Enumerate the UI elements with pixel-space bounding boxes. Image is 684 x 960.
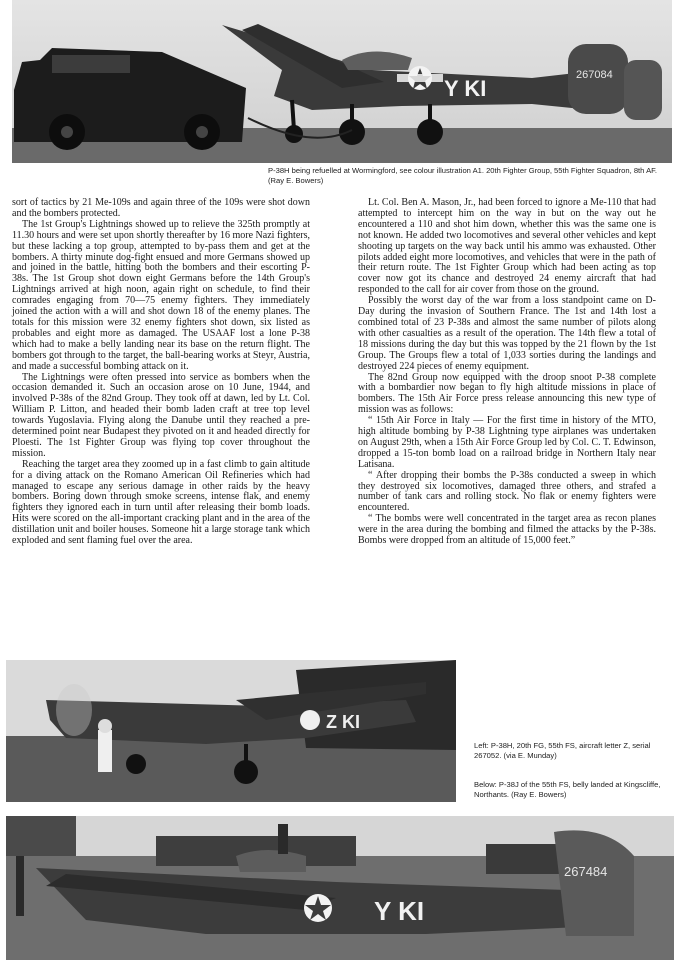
bottom-photo <box>6 816 674 960</box>
article-paragraph: “ The bombs were well concentrated in the target area as recon planes were in the area during the bombing and filmed the attacks by the P-38s. Bombs were dropped from an altitude of 15,000 feet.” <box>358 513 656 547</box>
article-paragraph: “ After dropping their bombs the P-38s conducted a sweep in which they destroyed six locomotives, damaged three others, and strafed a number of tank cars and rolling stock. No flak or enemy fighters were encountered. <box>358 469 656 514</box>
top-photo-caption: P-38H being refuelled at Wormingford, see colour illustration A1. 20th Fighter Group, 55th Fighter Squadron, 8th AF. (Ray E. Bowers) <box>268 166 658 185</box>
below-photo-caption: Below: P-38J of the 55th FS, belly landed at Kingscliffe, Northants. (Ray E. Bowers) <box>474 780 661 799</box>
article-right-column <box>358 198 656 547</box>
top-photo <box>12 0 672 163</box>
article-paragraph: sort of tactics by 21 Me-109s and again three of the 109s were shot down and the bombers protected. <box>12 197 310 219</box>
left-photo-caption: Left: P-38H, 20th FG, 55th FS, aircraft letter Z, serial 267052. (via E. Munday) <box>474 741 651 760</box>
article-paragraph: The 82nd Group now equipped with the droop snoot P-38 complete with a bombardier now began to fly high altitude missions in place of bombers. The 15th Air Force press release announcing this new type of mission was as follows: <box>358 371 656 416</box>
bottom-aircraft-serial: 267484 <box>564 864 608 879</box>
article-paragraph: The Lightnings were often pressed into service as bombers when the occasion demanded it. Such an occasion arose on 10 June, 1944, and involved P-38s of the 82nd Group. They took off at dawn, led by Lt. Col. William P. Litton, and headed their bomb laden craft at tree top level towards Yugoslavia. Flying along the Danube until they reached a pre-determined point near Budapest they pivoted on it and headed directly for Ploesti. The 1st Fighter Group was flying top cover throughout the mission. <box>12 371 310 459</box>
middle-photo <box>6 660 456 802</box>
article-paragraph: “ 15th Air Force in Italy — For the first time in history of the MTO, high altitude bombing by P-38 Lightning type airplanes was undertaken on August 29th, when a 15th Air Force Group led by Col. C. T. Edwinson, dropped a 15-ton bomb load on a railroad bridge in Northern Italy near Latisana. <box>358 415 656 470</box>
middle-aircraft-letters: Z KI <box>326 712 360 732</box>
article-paragraph: Possibly the worst day of the war from a loss standpoint came on D-Day during the invasion of Southern France. The 1st and 14th lost a combined total of 23 P-38s and almost the same number of pilots along with other casualties as a result of the operation. The 14th flew a total of 18 missions during the day but this was topped by the 21 flown by the 1st Group. The Groups flew a total of 1,033 sorties during the landings and destroyed 224 pieces of enemy equipment. <box>358 295 656 372</box>
article-paragraph: The 1st Group's Lightnings showed up to relieve the 325th promptly at 11.30 hours and were set upon shortly thereafter by 16 more Nazi fighters, but these lacking a top group, attempted to by-pass them and get at the bombers. A thirty minute dog-fight ensued and more Germans showed up and joined in the battle, hitting both the bombers and their escorting P-38s. The 1st Group shot down eight Germans before the 14th Group's Lightnings arrived at high noon, again right on schedule, to find their comrades engaging from 70—75 enemy fighters. They immediately joined the action with a will and shot down 18 of the enemy planes. The totals for this mission were 32 enemy fighters shot down, six listed as probables and eight more as damaged. The USAAF lost a lone P-38 which had to make a belly landing near its base on the return flight. The bombers got through to the target, the ball-bearing works at Steyr, Austria, and made a successful bombing attack on it. <box>12 218 310 372</box>
bottom-aircraft-letters: Y KI <box>374 896 425 926</box>
article-left-column <box>12 198 310 547</box>
top-aircraft-letters: Y KI <box>444 76 487 101</box>
top-aircraft-serial: 267084 <box>576 69 613 81</box>
article-paragraph: Reaching the target area they zoomed up in a fast climb to gain altitude for a diving attack on the Romano American Oil Refineries which had managed to escape any serious damage in other raids by the heavy bombers. Boring down through smoke screens, intense flak, and enemy fighters they ignored each in turn until after releasing their bomb loads. Hits were scored on the all-important cracking plant and in the area of the distillation unit and boiler houses. Someone hit a large storage tank which exploded and sent flaming fuel over the area. <box>12 458 310 547</box>
article-paragraph: Lt. Col. Ben A. Mason, Jr., had been forced to ignore a Me-110 that had attempted to intercept him on the way in but on the way out he encountered a 110 and shot him down, whether this was the same one is not known. He added two locomotives and several other vehicles and kept shooting up targets on the way back until his ammo was exhausted. Other pilots added eight more locomotives, and vehicles that were in the path of their return route. The 1st Fighter Group which had been acting as top cover now got its chance and destroyed 24 enemy aircraft that had responded to the call for air cover from those on the ground. <box>358 197 656 296</box>
